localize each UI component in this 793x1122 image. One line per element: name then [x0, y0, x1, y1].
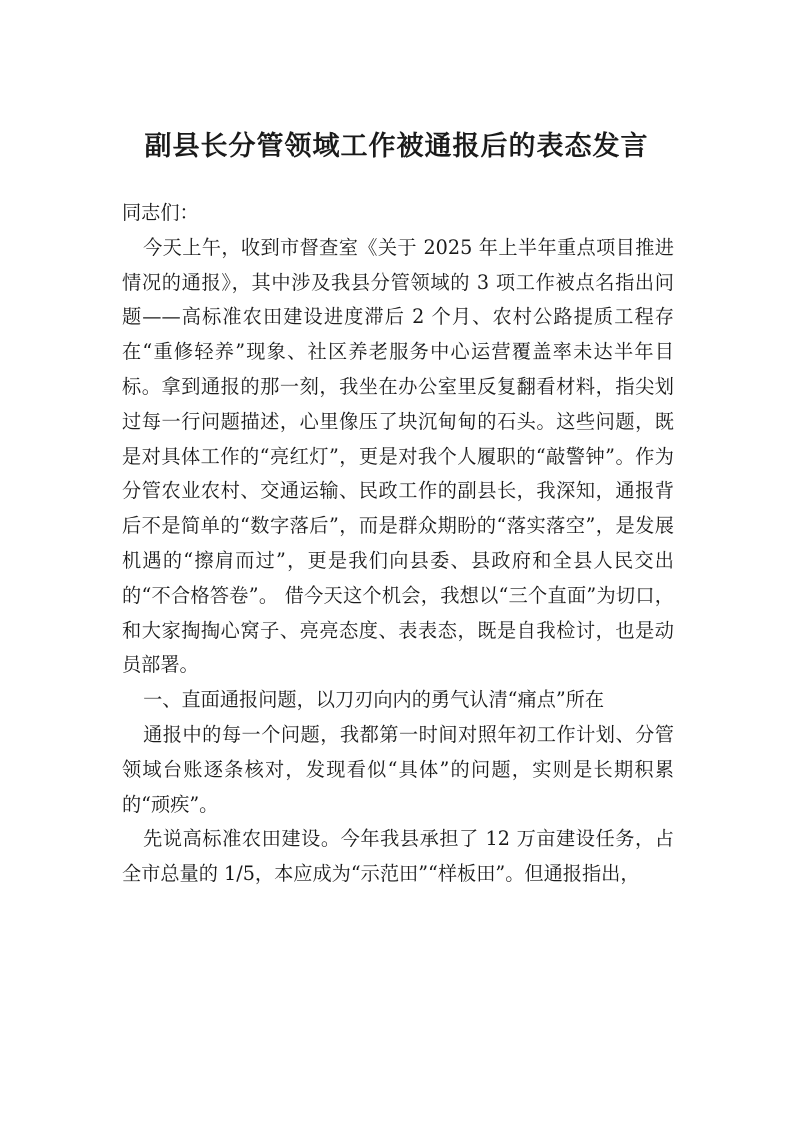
section-heading-1: 一、直面通报问题，以刀刃向内的勇气认清“痛点”所在: [143, 688, 605, 712]
paragraph-section1-intro: 通报中的每一个问题，我都第一时间对照年初工作计划、分管领域台账逐条核对，发现看似“具体”的问题，实则是长期积累的“顽疾”。: [122, 722, 674, 816]
salutation: 同志们：: [122, 201, 199, 224]
document-body: [122, 196, 674, 892]
paragraph-intro: 今天上午，收到市督查室《关于 2025 年上半年重点项目推进情况的通报》，其中涉及我县分管领域的 3 项工作被点名指出问题——高标准农田建设进度滞后 2 个月、农村公路提质工程存在“重修轻养”现象、社区养老服务中心运营覆盖率未达半年目标。拿到通报的那一刻，我坐在办公室里反复翻看材料，指尖划过每一行问题描述，心里像压了块沉甸甸的石头。这些问题，既是对具体工作的“亮红灯”，更是对我个人履职的“敲警钟”。作为分管农业农村、交通运输、民政工作的副县长，我深知，通报背后不是简单的“数字落后”，而是群众期盼的“落实落空”，是发展机遇的“擦肩而过”，更是我们向县委、县政府和全县人民交出的“不合格答卷”。 借今天这个机会，我想以“三个直面”为切口，和大家掏掏心窝子、亮亮态度、表表态，既是自我检讨，也是动员部署。: [122, 235, 674, 677]
document-title: 副县长分管领域工作被通报后的表态发言: [144, 131, 649, 162]
paragraph-farmland: 先说高标准农田建设。今年我县承担了 12 万亩建设任务，占全市总量的 1/5，本应成为“示范田”“样板田”。但通报指出，: [122, 827, 674, 886]
